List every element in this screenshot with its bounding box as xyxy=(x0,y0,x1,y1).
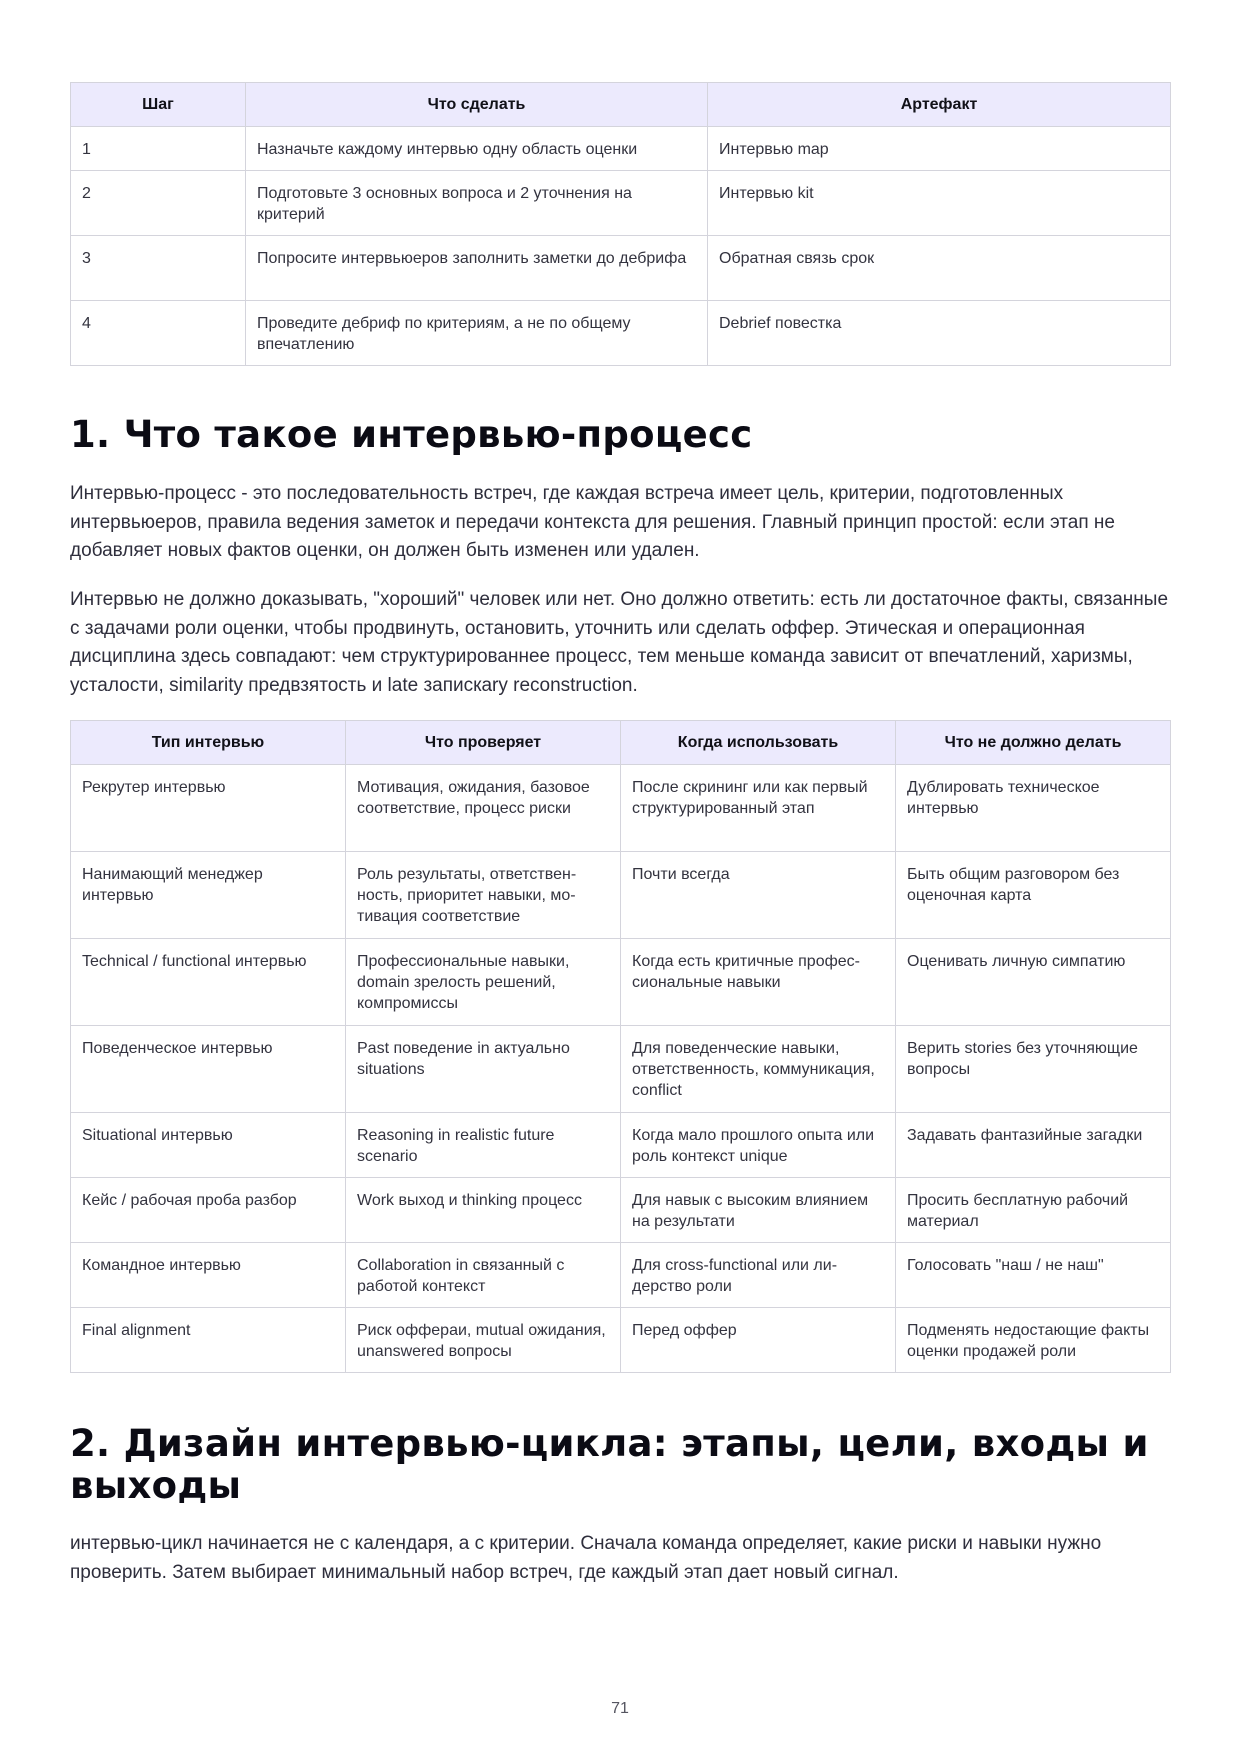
column-header: Шаг xyxy=(71,83,246,127)
table-cell: Оценивать личную симпатию xyxy=(896,939,1171,1026)
table-header-row xyxy=(71,83,1171,127)
table-cell: Рекрутер интервью xyxy=(71,765,346,852)
table-cell: 4 xyxy=(71,301,246,366)
body-paragraph: Интервью-процесс - это последовательность встреч, где каждая встреча имеет цель, критерии, подготовленных интервьюеров, правила ведения заметок и передачи контекста для решения. Главный принцип простой: если этап не добавляет новых фактов оценки, он должен быть изменен или удален. xyxy=(70,483,1115,561)
table-row xyxy=(71,765,1171,852)
steps-table xyxy=(70,82,1171,366)
column-header: Что сделать xyxy=(246,83,708,127)
table-cell: Поведенческое интервью xyxy=(71,1026,346,1113)
table-row xyxy=(71,236,1171,301)
table-cell: Интервью kit xyxy=(708,171,1171,236)
table-row xyxy=(71,1113,1171,1178)
table-cell: После скрининг или как первый структурированный этап xyxy=(621,765,896,852)
table-cell: Для поведенческие навыки, ответственность, коммуникация, conflict xyxy=(621,1026,896,1113)
table-row xyxy=(71,1243,1171,1308)
table-row xyxy=(71,1026,1171,1113)
column-header: Что не должно делать xyxy=(896,721,1171,765)
table-cell: Technical / functional интервью xyxy=(71,939,346,1026)
table-cell: Перед оффер xyxy=(621,1308,896,1373)
table-cell: Риск оффераи, mutual ожидания, unanswered вопросы xyxy=(346,1308,621,1373)
column-header: Что проверяет xyxy=(346,721,621,765)
column-header: Когда использовать xyxy=(621,721,896,765)
table-cell: Назначьте каждому интервью одну область оценки xyxy=(246,127,708,171)
column-header: Артефакт xyxy=(708,83,1171,127)
table-row xyxy=(71,1178,1171,1243)
table-cell: Past поведение in актуально situations xyxy=(346,1026,621,1113)
table-cell: Debrief повестка xyxy=(708,301,1171,366)
table-cell: Просить бесплатную рабочий материал xyxy=(896,1178,1171,1243)
table-cell: Быть общим разговором без оценочная карта xyxy=(896,852,1171,939)
table-cell: Для навык с высоким влиянием на результати xyxy=(621,1178,896,1243)
table-cell: Нанимающий менеджер интервью xyxy=(71,852,346,939)
table-row xyxy=(71,852,1171,939)
table-cell: Для cross-functional или лидерство роли xyxy=(621,1243,896,1308)
table-cell: Дублировать техническое интервью xyxy=(896,765,1171,852)
table-cell: Обратная связь срок xyxy=(708,236,1171,301)
table-cell: Collaboration in связанный с работой контекст xyxy=(346,1243,621,1308)
table-row xyxy=(71,127,1171,171)
table-cell: Голосовать "наш / не наш" xyxy=(896,1243,1171,1308)
table-cell: Situational интервью xyxy=(71,1113,346,1178)
table-cell: Reasoning in realistic future scenario xyxy=(346,1113,621,1178)
table-cell: Final alignment xyxy=(71,1308,346,1373)
body-paragraph: Интервью не должно доказывать, "хороший" человек или нет. Оно должно ответить: есть ли достаточное факты, связанные с задачами роли оценки, чтобы продвинуть, остановить, уточнить или сделать оффер. Этическая и операционная дисциплина здесь совпадают: чем структурированнее процесс, тем меньше команда зависит от впечатлений, харизмы, усталости, similarity предвзятость и late запискary reconstruction. xyxy=(70,589,1169,696)
table-cell: Подменять недостающие факты оценки продажей роли xyxy=(896,1308,1171,1373)
table-cell: Почти всегда xyxy=(621,852,896,939)
table-cell: Мотивация, ожидания, базовое соответствие, процесс риски xyxy=(346,765,621,852)
table-cell: 3 xyxy=(71,236,246,301)
table-row xyxy=(71,301,1171,366)
table-row xyxy=(71,171,1171,236)
section-heading: 2. Дизайн интервью-цикла: этапы, цели, входы и выходы xyxy=(70,1422,1149,1507)
table-row xyxy=(71,1308,1171,1373)
table-cell: Когда есть критичные профессиональные навыки xyxy=(621,939,896,1026)
table-cell: 1 xyxy=(71,127,246,171)
table-row xyxy=(71,939,1171,1026)
table-cell: Командное интервью xyxy=(71,1243,346,1308)
table-cell: Задавать фантазийные загадки xyxy=(896,1113,1171,1178)
table-cell: Профессиональные навыки, domain зрелость решений, компромиссы xyxy=(346,939,621,1026)
table-cell: Верить stories без уточняющие вопросы xyxy=(896,1026,1171,1113)
table-cell: Когда мало прошлого опыта или роль контекст unique xyxy=(621,1113,896,1178)
table-cell: Интервью map xyxy=(708,127,1171,171)
table-cell: Проведите дебриф по критериям, а не по общему впечатлению xyxy=(246,301,708,366)
table-header-row xyxy=(71,721,1171,765)
table-cell: Попросите интервьюеров заполнить заметки до дебрифа xyxy=(246,236,708,301)
body-paragraph: интервью-цикл начинается не с календаря, а с критерии. Сначала команда определяет, какие риски и навыки нужно проверить. Затем выбирает минимальный набор встреч, где каждый этап дает новый сигнал. xyxy=(70,1533,1102,1583)
page-number: 71 xyxy=(611,1700,629,1717)
table-cell: 2 xyxy=(71,171,246,236)
table-cell: Роль результаты, ответственность, приоритет навыки, мотивация соответствие xyxy=(346,852,621,939)
table-cell: Кейс / рабочая проба разбор xyxy=(71,1178,346,1243)
column-header: Тип интервью xyxy=(71,721,346,765)
section-heading: 1. Что такое интервью-процесс xyxy=(70,413,753,456)
table-cell: Work выход и thinking процесс xyxy=(346,1178,621,1243)
table-cell: Подготовьте 3 основных вопроса и 2 уточнения на критерий xyxy=(246,171,708,236)
interview-types-table xyxy=(70,720,1171,1373)
